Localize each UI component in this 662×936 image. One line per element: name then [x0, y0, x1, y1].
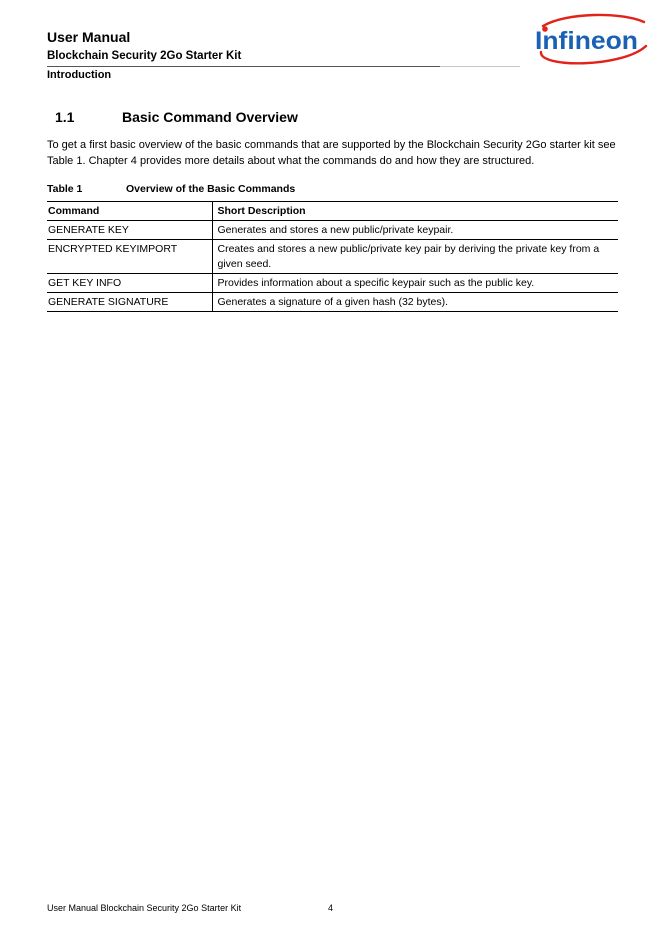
command-cell: GENERATE SIGNATURE — [47, 293, 212, 312]
table-header-row — [47, 202, 618, 221]
column-header-description: Short Description — [217, 205, 306, 217]
command-cell: ENCRYPTED KEYIMPORT — [47, 240, 212, 274]
table-row — [47, 240, 618, 274]
command-cell: GET KEY INFO — [47, 274, 212, 293]
section-number: 1.1 — [55, 109, 75, 125]
footer-text: User Manual Blockchain Security 2Go Starter Kit — [47, 903, 242, 913]
intro-paragraph: To get a first basic overview of the basic commands that are supported by the Blockchain Security 2Go starter kit see Table 1. Chapter 4 provides more details about what the commands do and how they are structured. — [47, 139, 616, 167]
column-header-command: Command — [47, 202, 212, 221]
table-row — [47, 274, 618, 293]
logo-text: Infineon — [535, 27, 638, 55]
commands-table — [47, 201, 618, 312]
section-heading — [55, 109, 298, 125]
description-cell: Creates and stores a new public/private key pair by deriving the private key from a given seed. — [217, 243, 600, 270]
section-title: Basic Command Overview — [122, 109, 298, 125]
table-caption-title: Overview of the Basic Commands — [126, 183, 296, 195]
description-cell: Provides information about a specific keypair such as the public key. — [217, 277, 535, 289]
command-cell: GENERATE KEY — [47, 221, 212, 240]
header-title: User Manual — [47, 29, 131, 45]
table-row — [47, 293, 618, 312]
header-rule-accent — [47, 66, 440, 67]
table-caption-number: Table 1 — [47, 183, 83, 195]
table-row — [47, 221, 618, 240]
description-cell: Generates a signature of a given hash (32 bytes). — [217, 296, 449, 308]
header-section: Introduction — [47, 69, 112, 81]
infineon-logo — [527, 12, 652, 67]
description-cell: Generates and stores a new public/private keypair. — [217, 224, 454, 236]
page-number: 4 — [328, 903, 334, 913]
header-subtitle: Blockchain Security 2Go Starter Kit — [47, 50, 242, 62]
logo-swoosh-top — [543, 15, 644, 26]
table-caption — [47, 183, 295, 195]
